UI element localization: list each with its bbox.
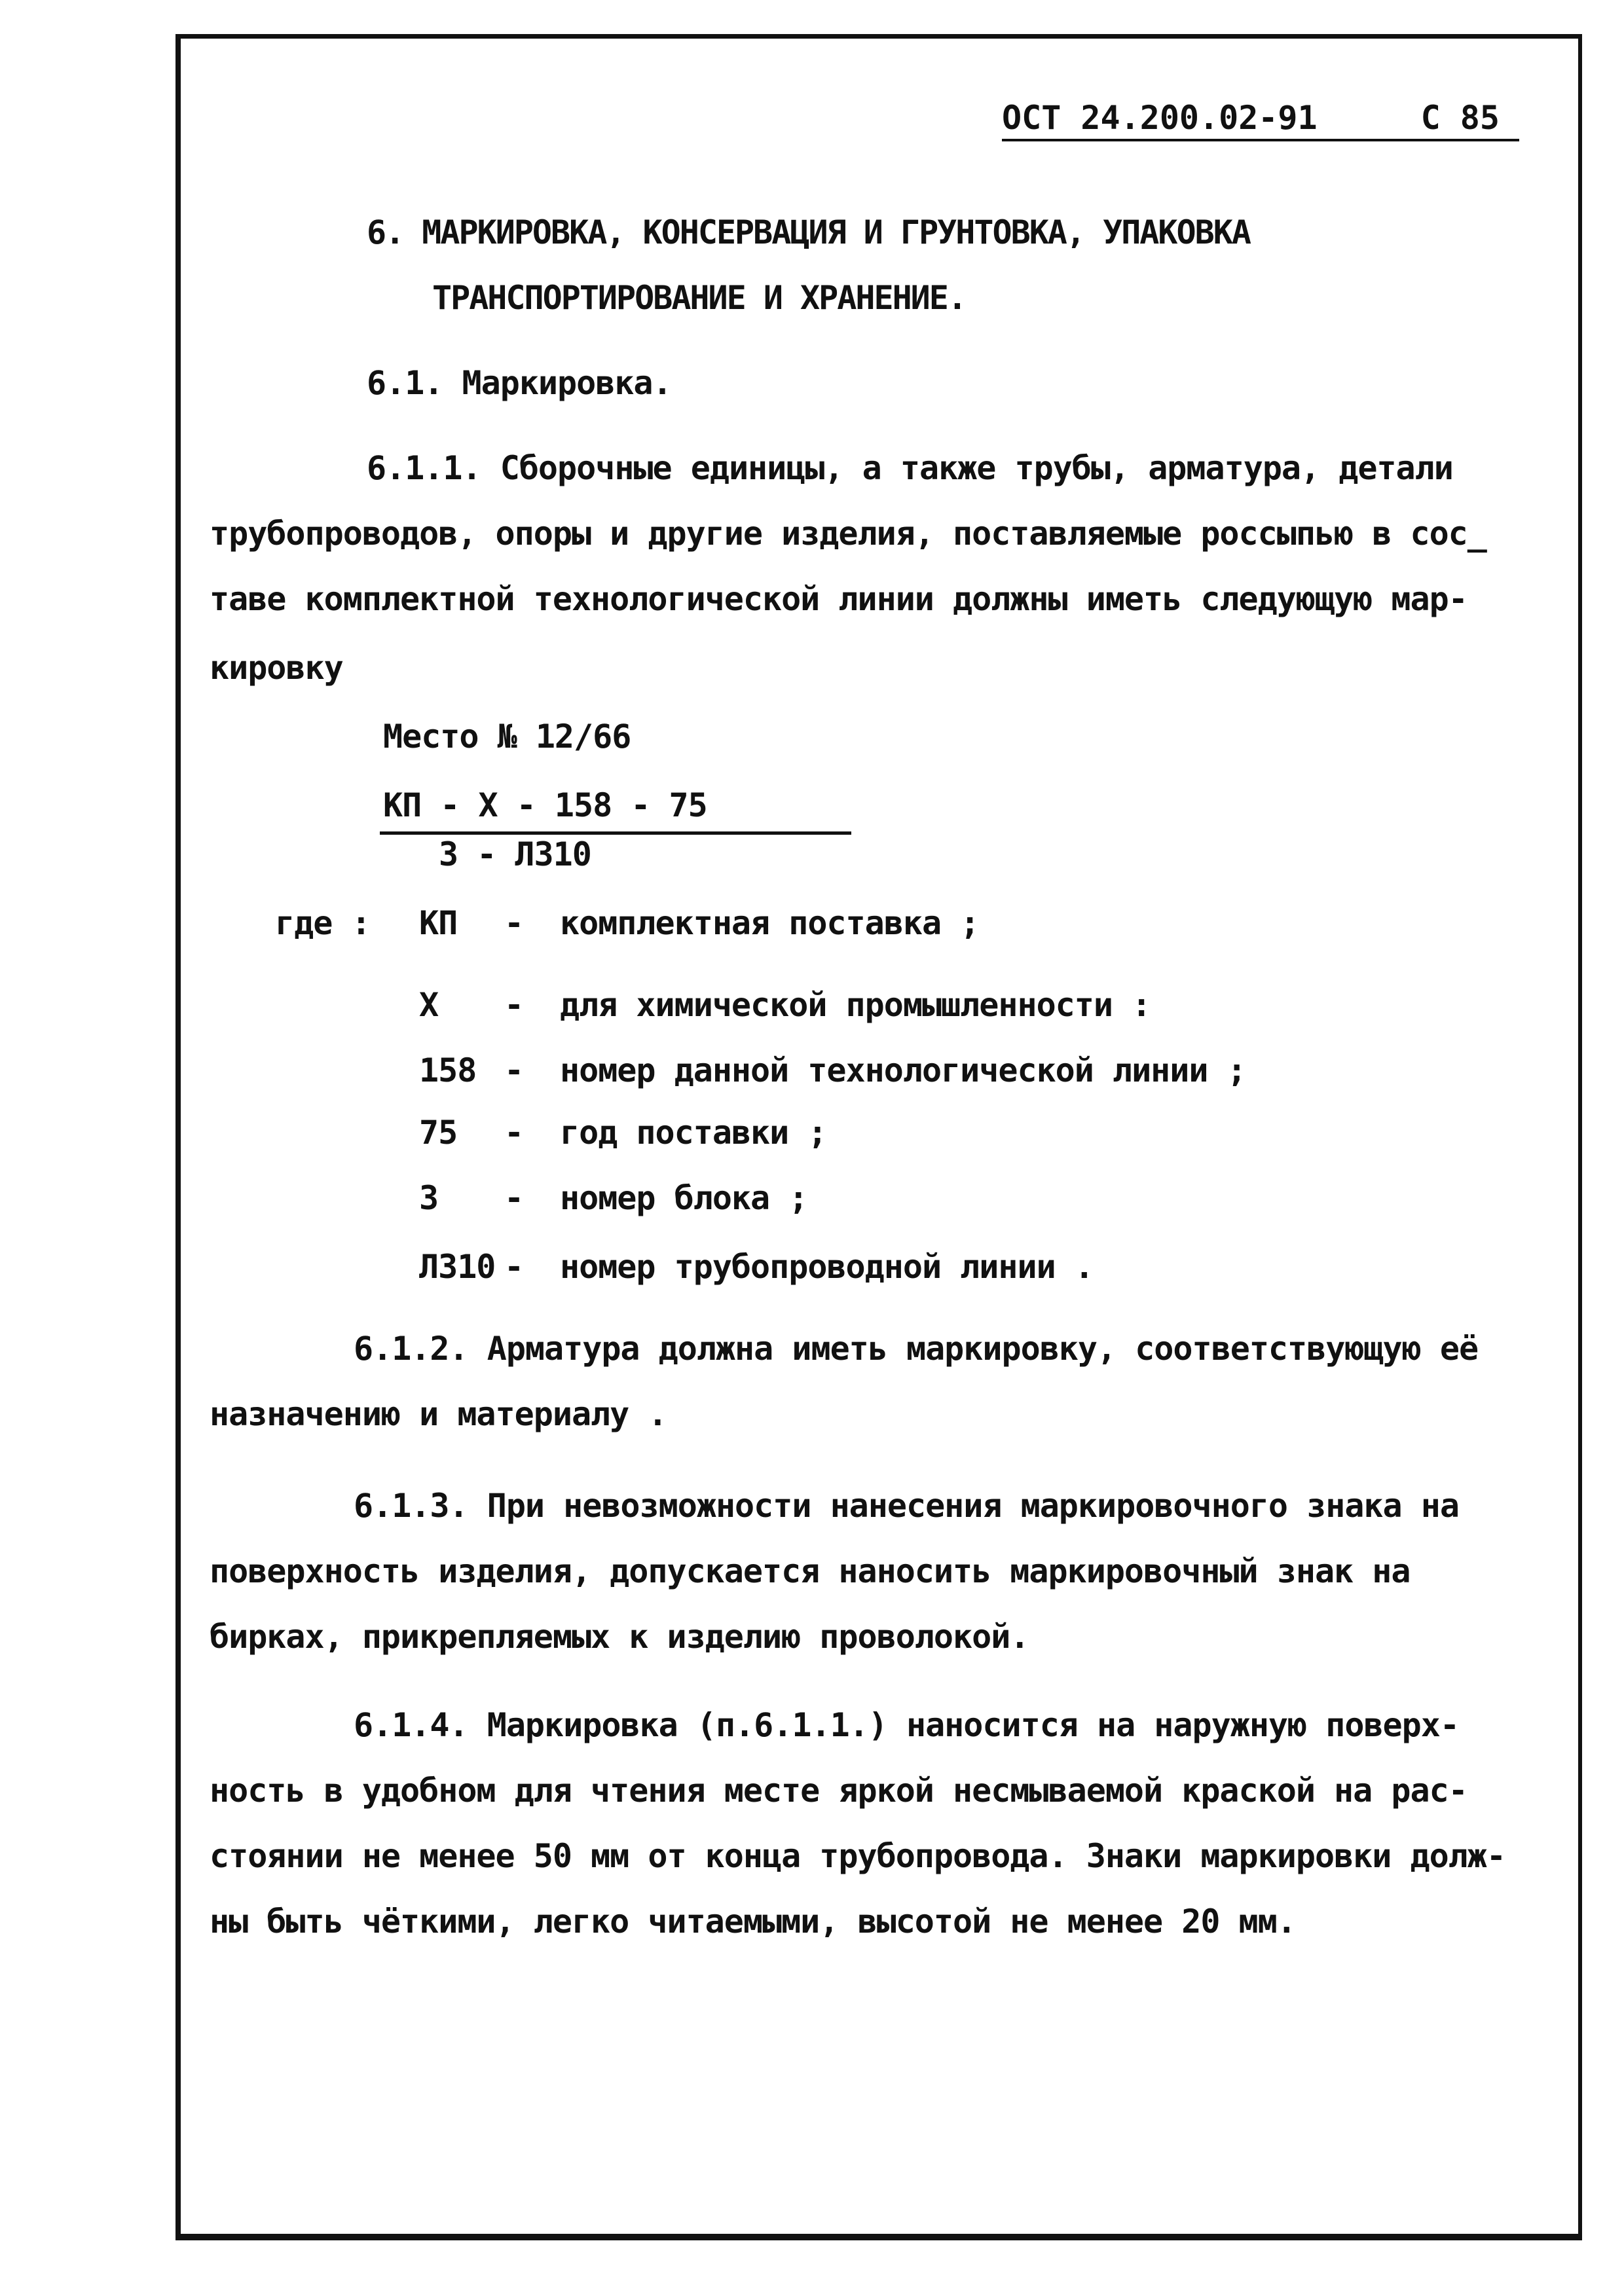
p614-line-4: ны быть чёткими, легко читаемыми, высотой не менее 20 мм.: [210, 1903, 1296, 1941]
section-title-line-1: 6. МАРКИРОВКА, КОНСЕРВАЦИЯ И ГРУНТОВКА, УПАКОВКА: [367, 213, 1250, 251]
legend-dash-2: -: [504, 1051, 524, 1089]
p613-line-1: 6.1.3. При невозможности нанесения маркировочного знака на: [354, 1487, 1459, 1525]
legend-dash-3: -: [504, 1114, 524, 1152]
p611-line-2: трубопроводов, опоры и другие изделия, поставляемые россыпью в сос_: [210, 515, 1486, 553]
legend-dash-1: -: [504, 986, 524, 1024]
legend-code-0: КП: [419, 904, 458, 942]
legend-dash-0: -: [504, 904, 524, 942]
page-number: С 85: [1420, 99, 1500, 137]
p613-line-2: поверхность изделия, допускается наносить маркировочный знак на: [210, 1552, 1411, 1590]
p614-line-1: 6.1.4. Маркировка (п.6.1.1.) наносится на наружную поверх-: [354, 1706, 1459, 1744]
legend-desc-3: год поставки ;: [560, 1114, 827, 1152]
section-title-line-2: ТРАНСПОРТИРОВАНИЕ И ХРАНЕНИЕ.: [432, 279, 966, 317]
legend-desc-4: номер блока ;: [560, 1179, 808, 1217]
p613-line-3: бирках, прикрепляемых к изделию проволокой.: [210, 1618, 1029, 1656]
marking-place: Место № 12/66: [383, 718, 631, 756]
legend-dash-4: -: [504, 1179, 524, 1217]
legend-code-1: Х: [419, 986, 439, 1024]
p612-line-1: 6.1.2. Арматура должна иметь маркировку, соответствующую её: [354, 1330, 1479, 1368]
legend-dash-5: -: [504, 1248, 524, 1286]
legend-code-2: 158: [419, 1051, 477, 1089]
legend-code-5: Л310: [419, 1248, 496, 1286]
document-code: ОСТ 24.200.02-91: [1002, 99, 1318, 137]
legend-desc-5: номер трубопроводной линии .: [560, 1248, 1094, 1286]
subsection-heading: 6.1. Маркировка.: [367, 364, 672, 402]
p614-line-2: ность в удобном для чтения месте яркой несмываемой краской на рас-: [210, 1772, 1467, 1810]
p611-line-1: 6.1.1. Сборочные единицы, а также трубы, арматура, детали: [367, 449, 1453, 487]
page-header: [1002, 98, 1519, 141]
p611-line-3: таве комплектной технологической линии должны иметь следующую мар-: [210, 580, 1467, 618]
legend-where: где :: [275, 904, 371, 942]
marking-code-numerator: КП - Х - 158 - 75: [383, 786, 707, 824]
legend-desc-0: комплектная поставка ;: [560, 904, 980, 942]
p611-line-4: кировку: [210, 649, 343, 687]
legend-desc-1: для химической промышленности :: [560, 986, 1151, 1024]
p614-line-3: стоянии не менее 50 мм от конца трубопровода. Знаки маркировки долж-: [210, 1837, 1505, 1875]
marking-code-denominator: 3 - Л310: [439, 835, 591, 873]
p612-line-2: назначению и материалу .: [210, 1395, 667, 1433]
legend-code-3: 75: [419, 1114, 458, 1152]
legend-code-4: 3: [419, 1179, 439, 1217]
legend-desc-2: номер данной технологической линии ;: [560, 1051, 1246, 1089]
